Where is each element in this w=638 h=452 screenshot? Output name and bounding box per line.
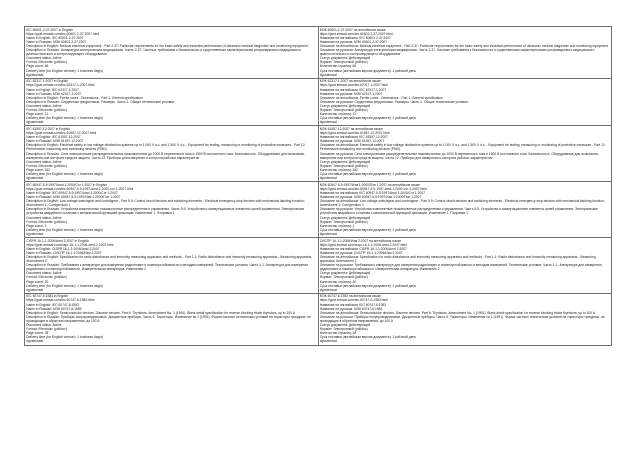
name-ru: Name in Russian: МЭК 62317-1:2007 xyxy=(26,91,82,96)
name-en: Название на английском: IEC 60947-5-9:1997/Amd 1:2000/Cor 1:2007 xyxy=(319,190,425,195)
hashtag: #gostemsat xyxy=(319,72,337,77)
record-url[interactable]: https://gost.ermsat.com/iec-60601-2-37-2007.html xyxy=(319,31,393,36)
standards-table-body xyxy=(25,27,612,346)
hashtag: #gostemsat xyxy=(319,231,337,236)
table-row xyxy=(25,293,612,345)
record-cell-english xyxy=(25,126,319,182)
record-title: МЭК 62317-1:2007 на английском языке xyxy=(319,79,381,84)
description-ru: Description in Russian: Аппаратура электрическая медицинская. Часть 2-37. Частные требования к безопасности и существенным характеристикам ультразвукового медицинского диагностического и контролирующего оборудования xyxy=(26,48,301,57)
description-en: Description in English: Electrical safety in low voltage distribution systems up to 1 000 V a.c. and 1 500 V d.c. - Equipment for testing, measuring or monitoring of protective measures - Part 12: Performance measuring and monitoring devices (PMD) xyxy=(26,143,306,152)
description-en: Описание на английском: Medical electrical equipment - Part 2-37: Particular requirements for the basic safety and essential performance of ultrasonic medical diagnostic and monitoring equipment xyxy=(319,43,608,48)
record-cell-english xyxy=(25,237,319,293)
description-en: Описание на английском: Semiconductor devices. Discrete devices. Part 6: Thyristors. Amendment No. 1 (1991). Blank detail specification for reverse blocking triode thyristors, up to 100 A xyxy=(319,310,596,315)
description-ru: Description in Russian: Устройства комплектные низковольтные распределения и управления. Часть 5-9. Устройства и коммутационные элементы цепей управления. Электрические устройства аварийного останова с механической функцией фиксации. Изменение 1. Поправка 1 xyxy=(26,207,305,216)
description-ru: Описание на русском: Приборы полупроводниковые. Дискретные приборы. Часть 6. Тиристоры. Изменение № 1 (1991). Форма частных технических условий на тиристоры триодные, не проводящие в обратном направлении, до 100 А xyxy=(319,314,605,323)
hashtag: #gostemsat xyxy=(319,176,337,181)
record-title: IEC 60601-2-37:2007 in English xyxy=(26,27,73,32)
document-status: Статус документа: Действующий xyxy=(319,103,371,108)
name-ru: Название на русском: МЭК 60601-2-37:2007 xyxy=(319,39,388,44)
document-status: Document status: Active xyxy=(26,159,62,164)
record-title: IEC 60947-5-9:1997/Amd 1:2000/Cor 1:2007 in English xyxy=(26,182,108,187)
document-format: Format: Electronic (pdf/doc) xyxy=(26,275,67,280)
record-cell-russian xyxy=(318,126,612,182)
name-en: Name in English: IEC 61557-12:2007 xyxy=(26,135,81,140)
name-en: Название на английском: IEC 61557-12:2007 xyxy=(319,135,388,140)
name-en: Name in English: IEC 60947-5-9:1997/Amd 1:2000/Cor 1:2007 xyxy=(26,190,118,195)
name-en: Название на английском: IEC 60747-6:1983 xyxy=(319,302,387,307)
document-format: Format: Electronic (pdf/doc) xyxy=(26,327,67,332)
document-status: Document status: Active xyxy=(26,271,62,276)
delivery-time: Срок поставки (английская версия документа): 1 рабочий день xyxy=(319,227,417,232)
record-title: CISPR 16-1-1:2006/Amd 2:2007 in English xyxy=(26,238,89,243)
delivery-time: Срок поставки (английская версия документа): 1 рабочий день xyxy=(319,335,417,340)
page-count: Количество страниц: 20 xyxy=(319,279,357,284)
name-en: Name in English: IEC 60601-2-37:2007 xyxy=(26,35,84,40)
document-format: Формат: Электронный (pdf/doc) xyxy=(319,275,368,280)
description-ru: Description in Russian: Сердечники ферритовые. Размеры. Часть 1. Общие технические условия xyxy=(26,99,175,104)
standards-table xyxy=(24,26,612,346)
description-en: Description in English: Specification for radio disturbance and immunity measuring apparatus and methods - Part 1-1: Radio disturbance and immunity measuring apparatus - Measuring apparatus; Amendment 2 xyxy=(26,254,313,264)
record-title: МЭК 60747-6:1983 на английском языке xyxy=(319,294,381,299)
description-en: Описание на английском: Electrical safety in low voltage distribution systems up to 1 000 V a.c. and 1 500 V d.c. - Equipment for testing, measuring or monitoring of protective measures - Part 12: Performance measuring and monitoring devices (PMD) xyxy=(319,143,606,152)
document-format: Format: Electronic (pdf/doc) xyxy=(26,107,67,112)
document-sheet xyxy=(24,26,612,346)
record-url[interactable]: https://gost.ermsat.com/iec-61557-12-2007.html xyxy=(319,131,390,136)
record-cell-russian xyxy=(318,27,612,79)
document-format: Формат: Электронный (pdf/doc) xyxy=(319,107,368,112)
document-format: Формат: Электронный (pdf/doc) xyxy=(319,219,368,224)
record-url[interactable]: https://gost.ermsat.com/iec-62317-1-2007.html xyxy=(26,83,95,88)
name-ru: Name in Russian: МЭК 60747-6:1983 xyxy=(26,306,82,311)
document-status: Document status: Active xyxy=(26,215,62,220)
hashtag: #gostemsat xyxy=(26,287,44,292)
record-url[interactable]: https://gost.ermsat.com/iec-61557-12-2007.html xyxy=(26,131,97,136)
document-status: Статус документа: Действующий xyxy=(319,215,371,220)
page-count: Количество страниц: 162 xyxy=(319,167,359,172)
delivery-time: Delivery time (for English version): 1 business day(s) xyxy=(26,335,104,340)
table-row xyxy=(25,126,612,182)
record-cell-english xyxy=(25,27,319,79)
page-count: Page count: 20 xyxy=(26,279,49,284)
page-count: Page count: 12 xyxy=(26,112,49,117)
document-format: Формат: Электронный (pdf/doc) xyxy=(319,163,368,168)
delivery-time: Delivery time (for English version): 1 business day(s) xyxy=(26,283,104,288)
description-ru: Description in Russian: Приборы полупроводниковые. Дискретные приборы. Часть 6. Тиристоры. Изменение № 1 (1991). Форма частных технических условий на тиристоры триодные, не проводящие в обратном направлении, до 100 А xyxy=(26,314,312,323)
record-cell-english xyxy=(25,182,319,238)
record-url[interactable]: https://gost.ermsat.com/iec-60601-2-37-2007.html xyxy=(26,31,100,36)
document-format: Format: Electronic (pdf/doc) xyxy=(26,163,67,168)
document-format: Формат: Электронный (pdf/doc) xyxy=(319,327,368,332)
record-cell-english xyxy=(25,78,319,126)
delivery-time: Срок поставки (английская версия документа): 1 рабочий день xyxy=(319,68,417,73)
page-count: Page count: 162 xyxy=(26,167,51,172)
record-title: МЭК 60601-2-37:2007 на английском языке xyxy=(319,27,386,32)
record-url[interactable]: https://gost.ermsat.com/cispr-16-1-1-2006-amd-2-2007.html xyxy=(319,242,407,247)
name-en: Name in English: CISPR 16-1-1:2006/Amd 2:2007 xyxy=(26,246,100,251)
document-format: Формат: Электронный (pdf/doc) xyxy=(319,60,368,65)
record-title: IEC 62317-1:2007 in English xyxy=(26,79,69,84)
table-row xyxy=(25,182,612,238)
description-ru: Описание на русском: Аппаратура электрическая медицинская. Часть 2-37. Частные требования к безопасности и существенным характеристикам ультразвукового медицинского диагностического и контролирующего оборудования xyxy=(319,48,595,57)
description-ru: Описание на русском: Устройства комплектные низковольтные распределения и управления. Часть 5-9. Устройства и коммутационные элементы цепей управления. Электрические устройства аварийного останова с механической функцией фиксации. Изменение 1. Поправка 1 xyxy=(319,207,598,216)
record-url[interactable]: https://gost.ermsat.com/iec-60947-5-9-1997-amd-1-2000-cor-1-2007.html xyxy=(26,186,134,191)
record-cell-russian xyxy=(318,78,612,126)
description-en: Описание на английском: Specification for radio disturbance and immunity measuring apparatus and methods - Part 1-1: Radio disturbance and immunity measuring apparatus - Measuring apparatus; Amendment 2 xyxy=(319,254,596,264)
record-url[interactable]: https://gost.ermsat.com/iec-60947-5-9-1997-amd-1-2000-cor-1-2007.html xyxy=(319,186,427,191)
delivery-time: Срок поставки (английская версия документа): 1 рабочий день xyxy=(319,171,417,176)
delivery-time: Delivery time (for English version): 1 business day(s) xyxy=(26,227,104,232)
hashtag: #gostemsat xyxy=(26,176,44,181)
table-row xyxy=(25,237,612,293)
page-count: Количество страниц: 66 xyxy=(319,64,357,69)
name-ru: Название на русском: МЭК 61557-12:2007 xyxy=(319,139,385,144)
delivery-time: Срок поставки (английская версия документа): 1 рабочий день xyxy=(319,116,417,121)
description-en: Описание на английском: Low-voltage switchgear and controlgear - Part 5-9: Control circuit devices and switching elements - Electrical emergency stop devices with mechanical latching function; Amendment 1; Corrigendum 1 xyxy=(319,199,605,208)
record-title: IEC 60747-6:1983 in English xyxy=(26,294,69,299)
name-ru: Название на русском: МЭК 62317-1:2007 xyxy=(319,91,383,96)
document-status: Document status: Active xyxy=(26,323,62,328)
name-ru: Название на русском: МЭК 60747-6:1983 xyxy=(319,306,383,311)
name-en: Name in English: IEC 60747-6:1983 xyxy=(26,302,79,307)
page-count: Page count: 66 xyxy=(26,64,49,69)
record-cell-russian xyxy=(318,182,612,238)
page-count: Page count: 1 xyxy=(26,223,47,228)
delivery-time: Delivery time (for English version): 1 business day(s) xyxy=(26,68,104,73)
name-ru: Название на русском: СИСПР 16-1-1:2006/Изм 2:2007 xyxy=(319,250,403,255)
record-title: МЭК 60947-5-9:1997/Изм 1:2000/Поп 1:2007 на английском языке xyxy=(319,182,420,187)
name-en: Name in English: IEC 62317-1:2007 xyxy=(26,87,79,92)
name-ru: Name in Russian: МЭК 60601-2-37:2007 xyxy=(26,39,87,44)
page-count: Количество страниц: 1 xyxy=(319,223,355,228)
record-cell-russian xyxy=(318,237,612,293)
description-en: Description in English: Semiconductor devices. Discrete devices. Part 6: Thyristors. Amendment No. 1 (1991). Blank detail specification for reverse blocking triode thyristors, up to 100 A xyxy=(26,310,295,315)
description-ru: Описание на русском: Сети электрические распределительные низковольтные до 1000 В переменного тока и 1500 В постоянного тока. Безопасность. Оборудование для испытания, измерения или контроля средств защиты. Часть 12. Приборы для измерения и контроля рабочих характеристик xyxy=(319,151,599,160)
name-ru: Name in Russian: МЭК 61557-12:2007 xyxy=(26,139,84,144)
record-url[interactable]: https://gost.ermsat.com/iec-60747-6-1983.html xyxy=(26,298,95,303)
record-title: IEC 61557-12:2007 in English xyxy=(26,126,70,131)
record-title: МЭК 61557-12:2007 на английском языке xyxy=(319,126,383,131)
record-url[interactable]: https://gost.ermsat.com/iec-62317-1-2007.html xyxy=(319,83,388,88)
description-ru: Описание на русском: Требования к аппаратуре для измерения радиопомех и помехоустойчивости и методам измерений. Технические условия. Часть 1-1. Аппаратура для измерения радиопомех и помехоустойчивости. Измерительная аппаратура. Изменение 2 xyxy=(319,263,602,272)
description-ru: Description in Russian: Требования к аппаратуре для измерения радиопомех и помехоустойчивости и методам измерений. Технические условия. Часть 1-1. Аппаратура для измерения радиопомех и помехоустойчивости. Измерительная аппаратура. Изменение 2 xyxy=(26,263,308,272)
document-status: Статус документа: Действующий xyxy=(319,56,371,61)
hashtag: #gostemsat xyxy=(319,120,337,125)
name-ru: Name in Russian: СИСПР 16-1-1:2006/Изм 2:2007 xyxy=(26,250,102,255)
name-ru: Название на русском: МЭК 60947-5-9:1997/Изм 1:2000/Поп 1:2007 xyxy=(319,195,422,200)
page-count: Page count: 38 xyxy=(26,331,49,336)
record-url[interactable]: https://gost.ermsat.com/iec-60747-6-1983.html xyxy=(319,298,388,303)
description-ru: Description in Russian: Сети электрические распределительные низковольтные до 1000 В переменного тока и 1500 В постоянного тока. Безопасность. Оборудование для испытания, измерения или контроля средств защиты. Часть 12. Приборы для измерения и контроля рабочих характеристик xyxy=(26,151,305,160)
record-title: СИСПР 16-1-1:2006/Изм 2:2007 на английском языке xyxy=(319,238,402,243)
description-ru: Описание на русском: Сердечники ферритовые. Размеры. Часть 1. Общие технические условия xyxy=(319,99,468,104)
record-url[interactable]: https://gost.ermsat.com/cispr-16-1-1-2006-amd-2-2007.html xyxy=(26,242,114,247)
document-status: Document status: Active xyxy=(26,56,62,61)
record-cell-russian xyxy=(318,293,612,345)
name-en: Название на английском: IEC 62317-1:2007 xyxy=(319,87,387,92)
hashtag: #gostemsat xyxy=(26,72,44,77)
name-en: Название на английском: IEC 60601-2-37:2007 xyxy=(319,35,391,40)
document-status: Статус документа: Действующий xyxy=(319,323,371,328)
delivery-time: Delivery time (for English version): 1 business day(s) xyxy=(26,171,104,176)
document-format: Format: Electronic (pdf/doc) xyxy=(26,219,67,224)
delivery-time: Delivery time (for English version): 1 business day(s) xyxy=(26,116,104,121)
description-en: Description in English: Ferrite cores - Dimensions - Part 1: General specification xyxy=(26,95,143,100)
document-status: Document status: Active xyxy=(26,103,62,108)
hashtag: #gostemsat xyxy=(26,120,44,125)
document-status: Статус документа: Действующий xyxy=(319,159,371,164)
description-en: Описание на английском: Ferrite cores - Dimensions - Part 1: General specification xyxy=(319,95,443,100)
hashtag: #gostemsat xyxy=(26,339,44,344)
name-ru: Name in Russian: МЭК 60947-5-9:1997/Изм 1:2000/Поп 1:2007 xyxy=(26,195,121,200)
table-row xyxy=(25,27,612,79)
hashtag: #gostemsat xyxy=(319,287,337,292)
document-format: Format: Electronic (pdf/doc) xyxy=(26,60,67,65)
name-en: Название на английском: CISPR 16-1-1:2006/Amd 2:2007 xyxy=(319,246,407,251)
record-cell-english xyxy=(25,293,319,345)
description-en: Description in English: Medical electrical equipment - Part 2-37: Particular requirements for the basic safety and essential performance of ultrasonic medical diagnostic and monitoring equipment xyxy=(26,43,308,48)
delivery-time: Срок поставки (английская версия документа): 1 рабочий день xyxy=(319,283,417,288)
page-count: Количество страниц: 38 xyxy=(319,331,357,336)
hashtag: #gostemsat xyxy=(26,231,44,236)
table-row xyxy=(25,78,612,126)
hashtag: #gostemsat xyxy=(319,339,337,344)
description-en: Description in English: Low-voltage switchgear and controlgear - Part 5-9: Control circuit devices and switching elements - Electrical emergency stop devices with mechanical latching function; Amendment 1; Corrigendum 1 xyxy=(26,199,305,208)
document-status: Статус документа: Действующий xyxy=(319,271,371,276)
page-count: Количество страниц: 12 xyxy=(319,112,357,117)
